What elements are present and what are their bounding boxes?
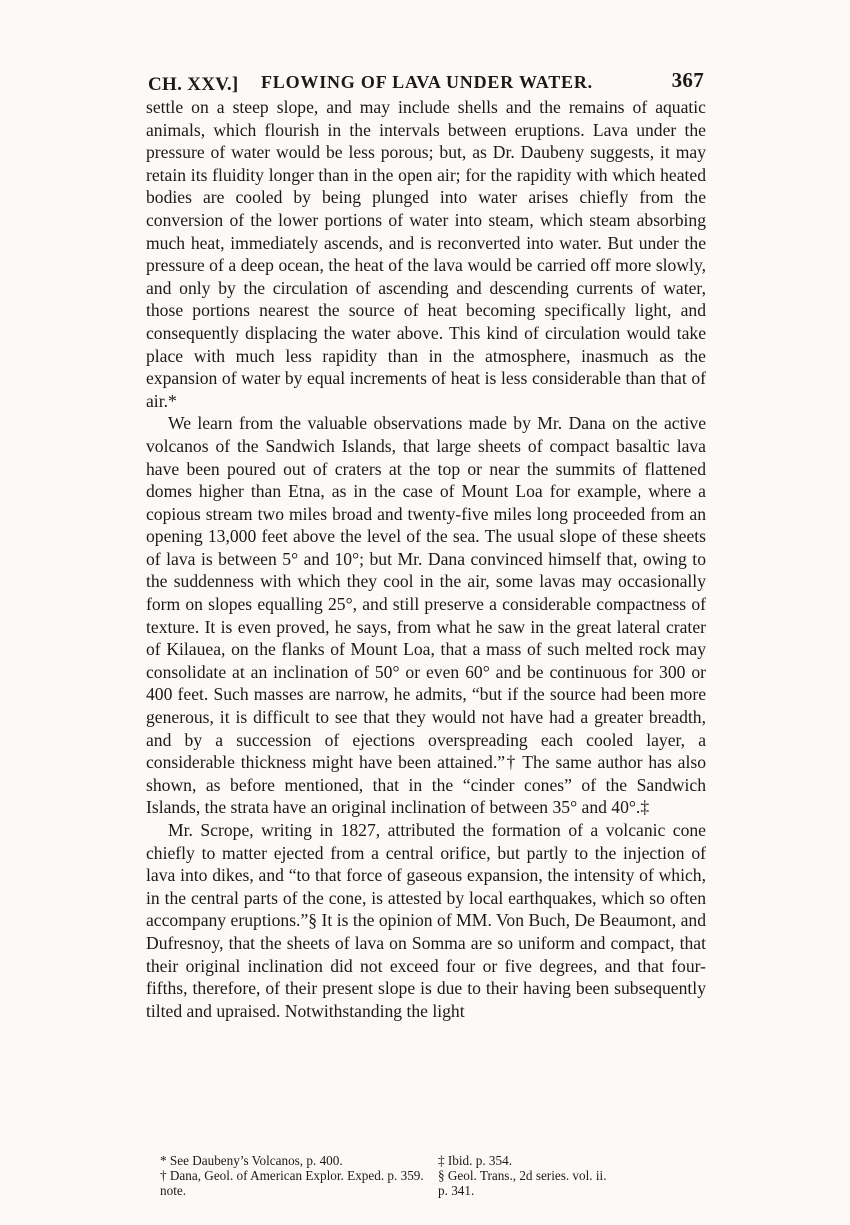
footnote-daubeny: * See Daubeny’s Volcanos, p. 400.: [160, 1153, 343, 1168]
paragraph-scrope: Mr. Scrope, writing in 1827, attributed the formation of a volcanic cone chiefly to matter ejected from a central orifice, but partly to the injection of lava into dikes, and “to that force of gaseous expansion, the intensity of which, in the central parts of the cone, is attested by local earthquakes, which so often accompany eruptions.”§ It is the opinion of MM. Von Buch, De Beaumont, and Dufresnoy, that the sheets of lava on Somma are so uniform and compact, that their original inclination did not exceed four or five degrees, and that four-fifths, therefore, of their present slope is due to their having been subsequently tilted and upraised. Notwithstanding the light: [146, 820, 706, 1021]
chapter-label: CH. XXV.]: [148, 74, 239, 95]
running-header: [148, 68, 704, 96]
paragraph-continued: settle on a steep slope, and may include shells and the remains of aquatic animals, which flourish in the intervals between eruptions. Lava under the pressure of water would be less porous; but, as Dr. Daubeny suggests, it may retain its fluidity longer than in the open air; for the rapidity with which heated bodies are cooled by being plunged into water arises chiefly from the conversion of the lower portions of water into steam, which steam absorbing much heat, immediately ascends, and is reconverted into water. But under the pressure of a deep ocean, the heat of the lava would be carried off more slowly, and only by the circulation of ascending and descending currents of water, those portions nearest the source of heat becoming specifically light, and consequently displacing the water above. This kind of circulation would take place with much less rapidity than in the atmosphere, inasmuch as the expansion of water by equal increments of heat is less considerable than that of air.*: [146, 97, 706, 411]
running-title: FLOWING OF LAVA UNDER WATER.: [261, 72, 593, 92]
footnote-geol-trans: § Geol. Trans., 2d series. vol. ii.: [438, 1168, 607, 1183]
paragraph-dana: We learn from the valuable observations made by Mr. Dana on the active volcanos of the Sandwich Islands, that large sheets of compact basaltic lava have been poured out of craters at the top or near the summits of flattened domes higher than Etna, as in the case of Mount Loa for example, where a copious stream two miles broad and twenty-five miles long proceeded from an opening 13,000 feet above the level of the sea. The usual slope of these sheets of lava is between 5° and 10°; but Mr. Dana convinced himself that, owing to the suddenness with which they cool in the air, some lavas may occasionally form on slopes equalling 25°, and still preserve a considerable compactness of texture. It is even proved, he says, from what he saw in the great lateral crater of Kilauea, on the flanks of Mount Loa, that a mass of such melted rock may consolidate at an inclination of 50° or even 60° and be continuous for 300 or 400 feet. Such masses are narrow, he admits, “but if the source had been more generous, it is difficult to see that they would not have had a greater breadth, and by a succession of ejections overspreading each cooled layer, a considerable thickness might have been attained.”† The same author has also shown, as before mentioned, that in the “cinder cones” of the Sandwich Islands, the strata have an original inclination of between 35° and 40°.‡: [146, 413, 706, 818]
page-number: 367: [671, 68, 704, 92]
footnote-ibid: ‡ Ibid. p. 354.: [438, 1153, 512, 1168]
footnote-dana: † Dana, Geol. of American Explor. Exped. p. 359. note.: [160, 1168, 424, 1198]
footnote-geol-trans-page: p. 341.: [438, 1183, 475, 1198]
footnotes: [160, 1153, 706, 1198]
body-text: [146, 96, 706, 1022]
